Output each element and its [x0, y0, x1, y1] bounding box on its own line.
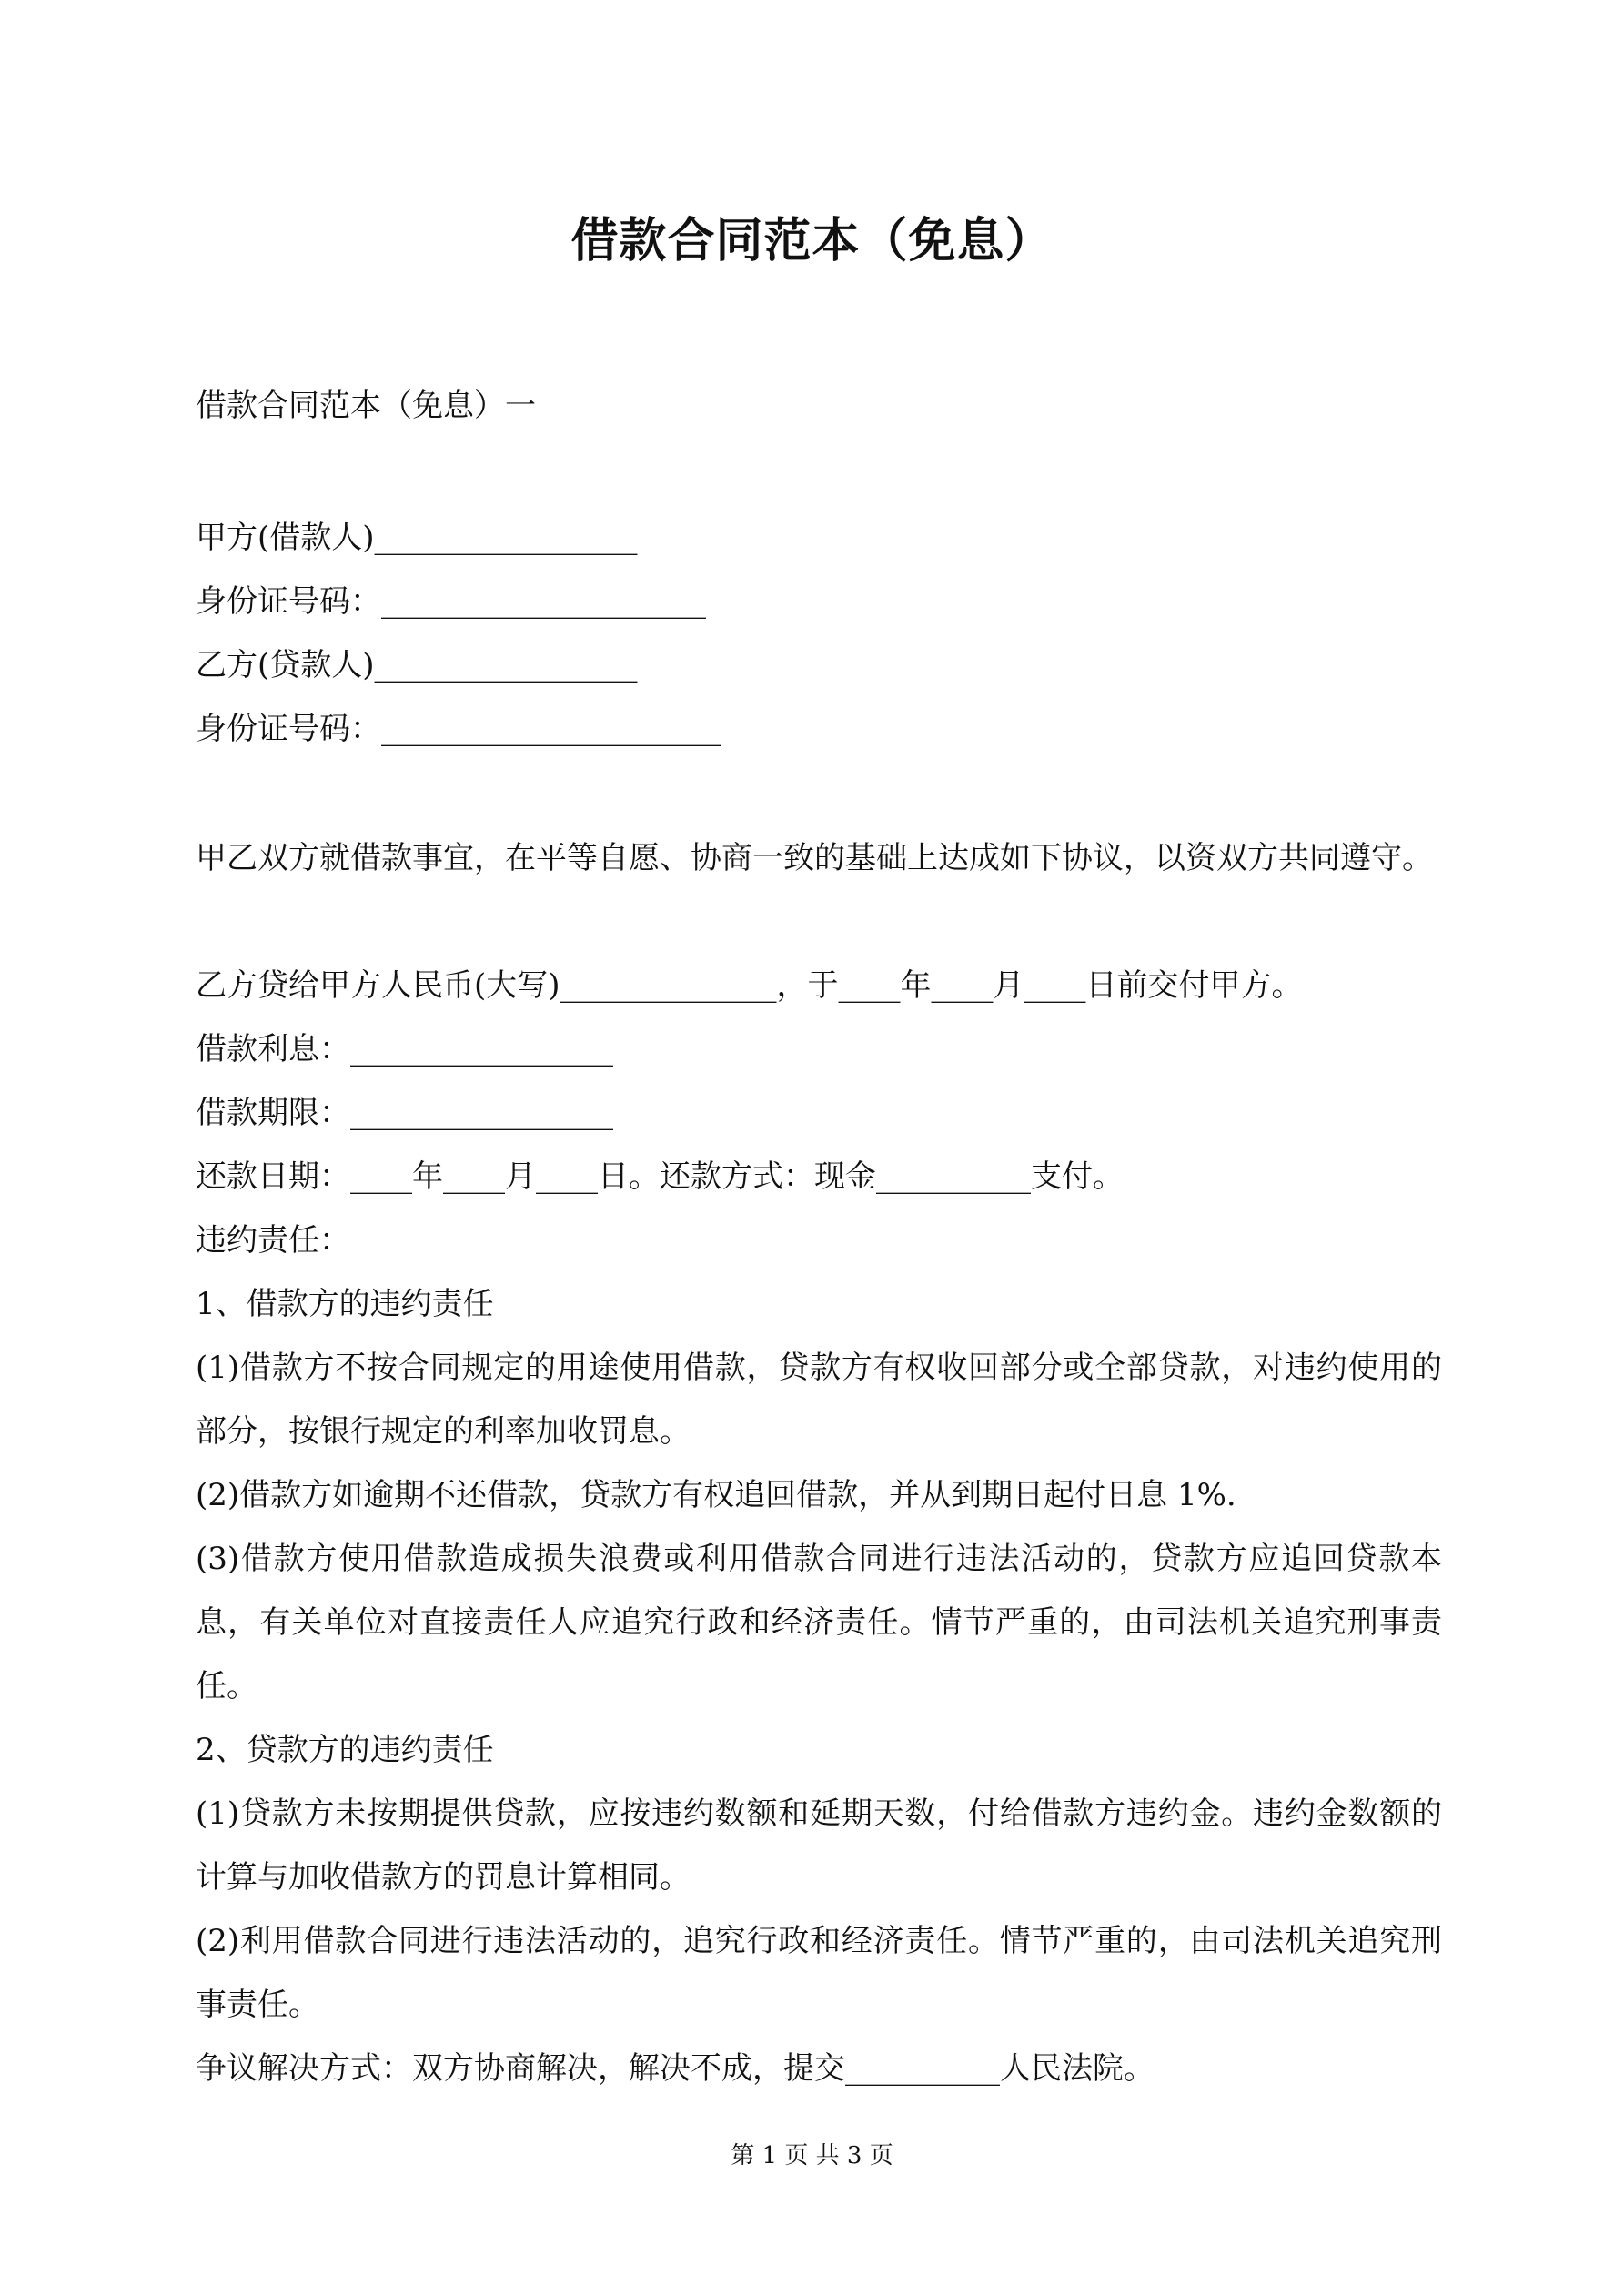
- borrower-clause-1: (1)借款方不按合同规定的用途使用借款，贷款方有权收回部分或全部贷款，对违约使用的部分，按银行规定的利率加收罚息。: [196, 1350, 1442, 1450]
- liability-heading: 违约责任：: [196, 1222, 350, 1259]
- document-title: 借款合同范本（免息）: [570, 213, 1054, 268]
- lender-clause-1: (1)贷款方未按期提供贷款，应按违约数额和延期天数，付给借款方违约金。违约金数额的计算与加收借款方的罚息计算相同。: [196, 1795, 1442, 1896]
- party-a-id-line: 身份证号码：_____________________: [196, 583, 706, 620]
- borrower-clause-3: (3)借款方使用借款造成损失浪费或利用借款合同进行违法活动的，贷款方应追回贷款本息，有关单位对直接责任人应追究行政和经济责任。情节严重的，由司法机关追究刑事责任。: [196, 1541, 1442, 1704]
- term-line: 借款期限：_________________: [196, 1095, 613, 1131]
- interest-line: 借款利息：_________________: [196, 1031, 613, 1067]
- party-b-line: 乙方(贷款人)_________________: [196, 647, 638, 683]
- borrower-clause-2: (2)借款方如逾期不还借款，贷款方有权追回借款，并从到期日起付日息 1%.: [196, 1477, 1236, 1513]
- loan-amount-line: 乙方贷给甲方人民币(大写)______________，于____年____月____日前交付甲方。: [196, 967, 1303, 1004]
- party-b-id-line: 身份证号码：______________________: [196, 711, 721, 747]
- lender-clause-2: (2)利用借款合同进行违法活动的，追究行政和经济责任。情节严重的，由司法机关追究刑事责任。: [196, 1923, 1442, 2023]
- page-number-footer: 第 1 页 共 3 页: [731, 2142, 893, 2170]
- dispute-resolution-line: 争议解决方式：双方协商解决，解决不成，提交__________人民法院。: [196, 2050, 1155, 2087]
- repayment-line: 还款日期：____年____月____日。还款方式：现金__________支付。: [196, 1158, 1124, 1195]
- lender-liability-heading: 2、贷款方的违约责任: [196, 1732, 494, 1768]
- party-a-line: 甲方(借款人)_________________: [196, 520, 638, 556]
- document-subtitle: 借款合同范本（免息）一: [196, 388, 536, 424]
- borrower-liability-heading: 1、借款方的违约责任: [196, 1286, 494, 1322]
- intro-paragraph: 甲乙双方就借款事宜，在平等自愿、协商一致的基础上达成如下协议，以资双方共同遵守。: [196, 840, 1433, 876]
